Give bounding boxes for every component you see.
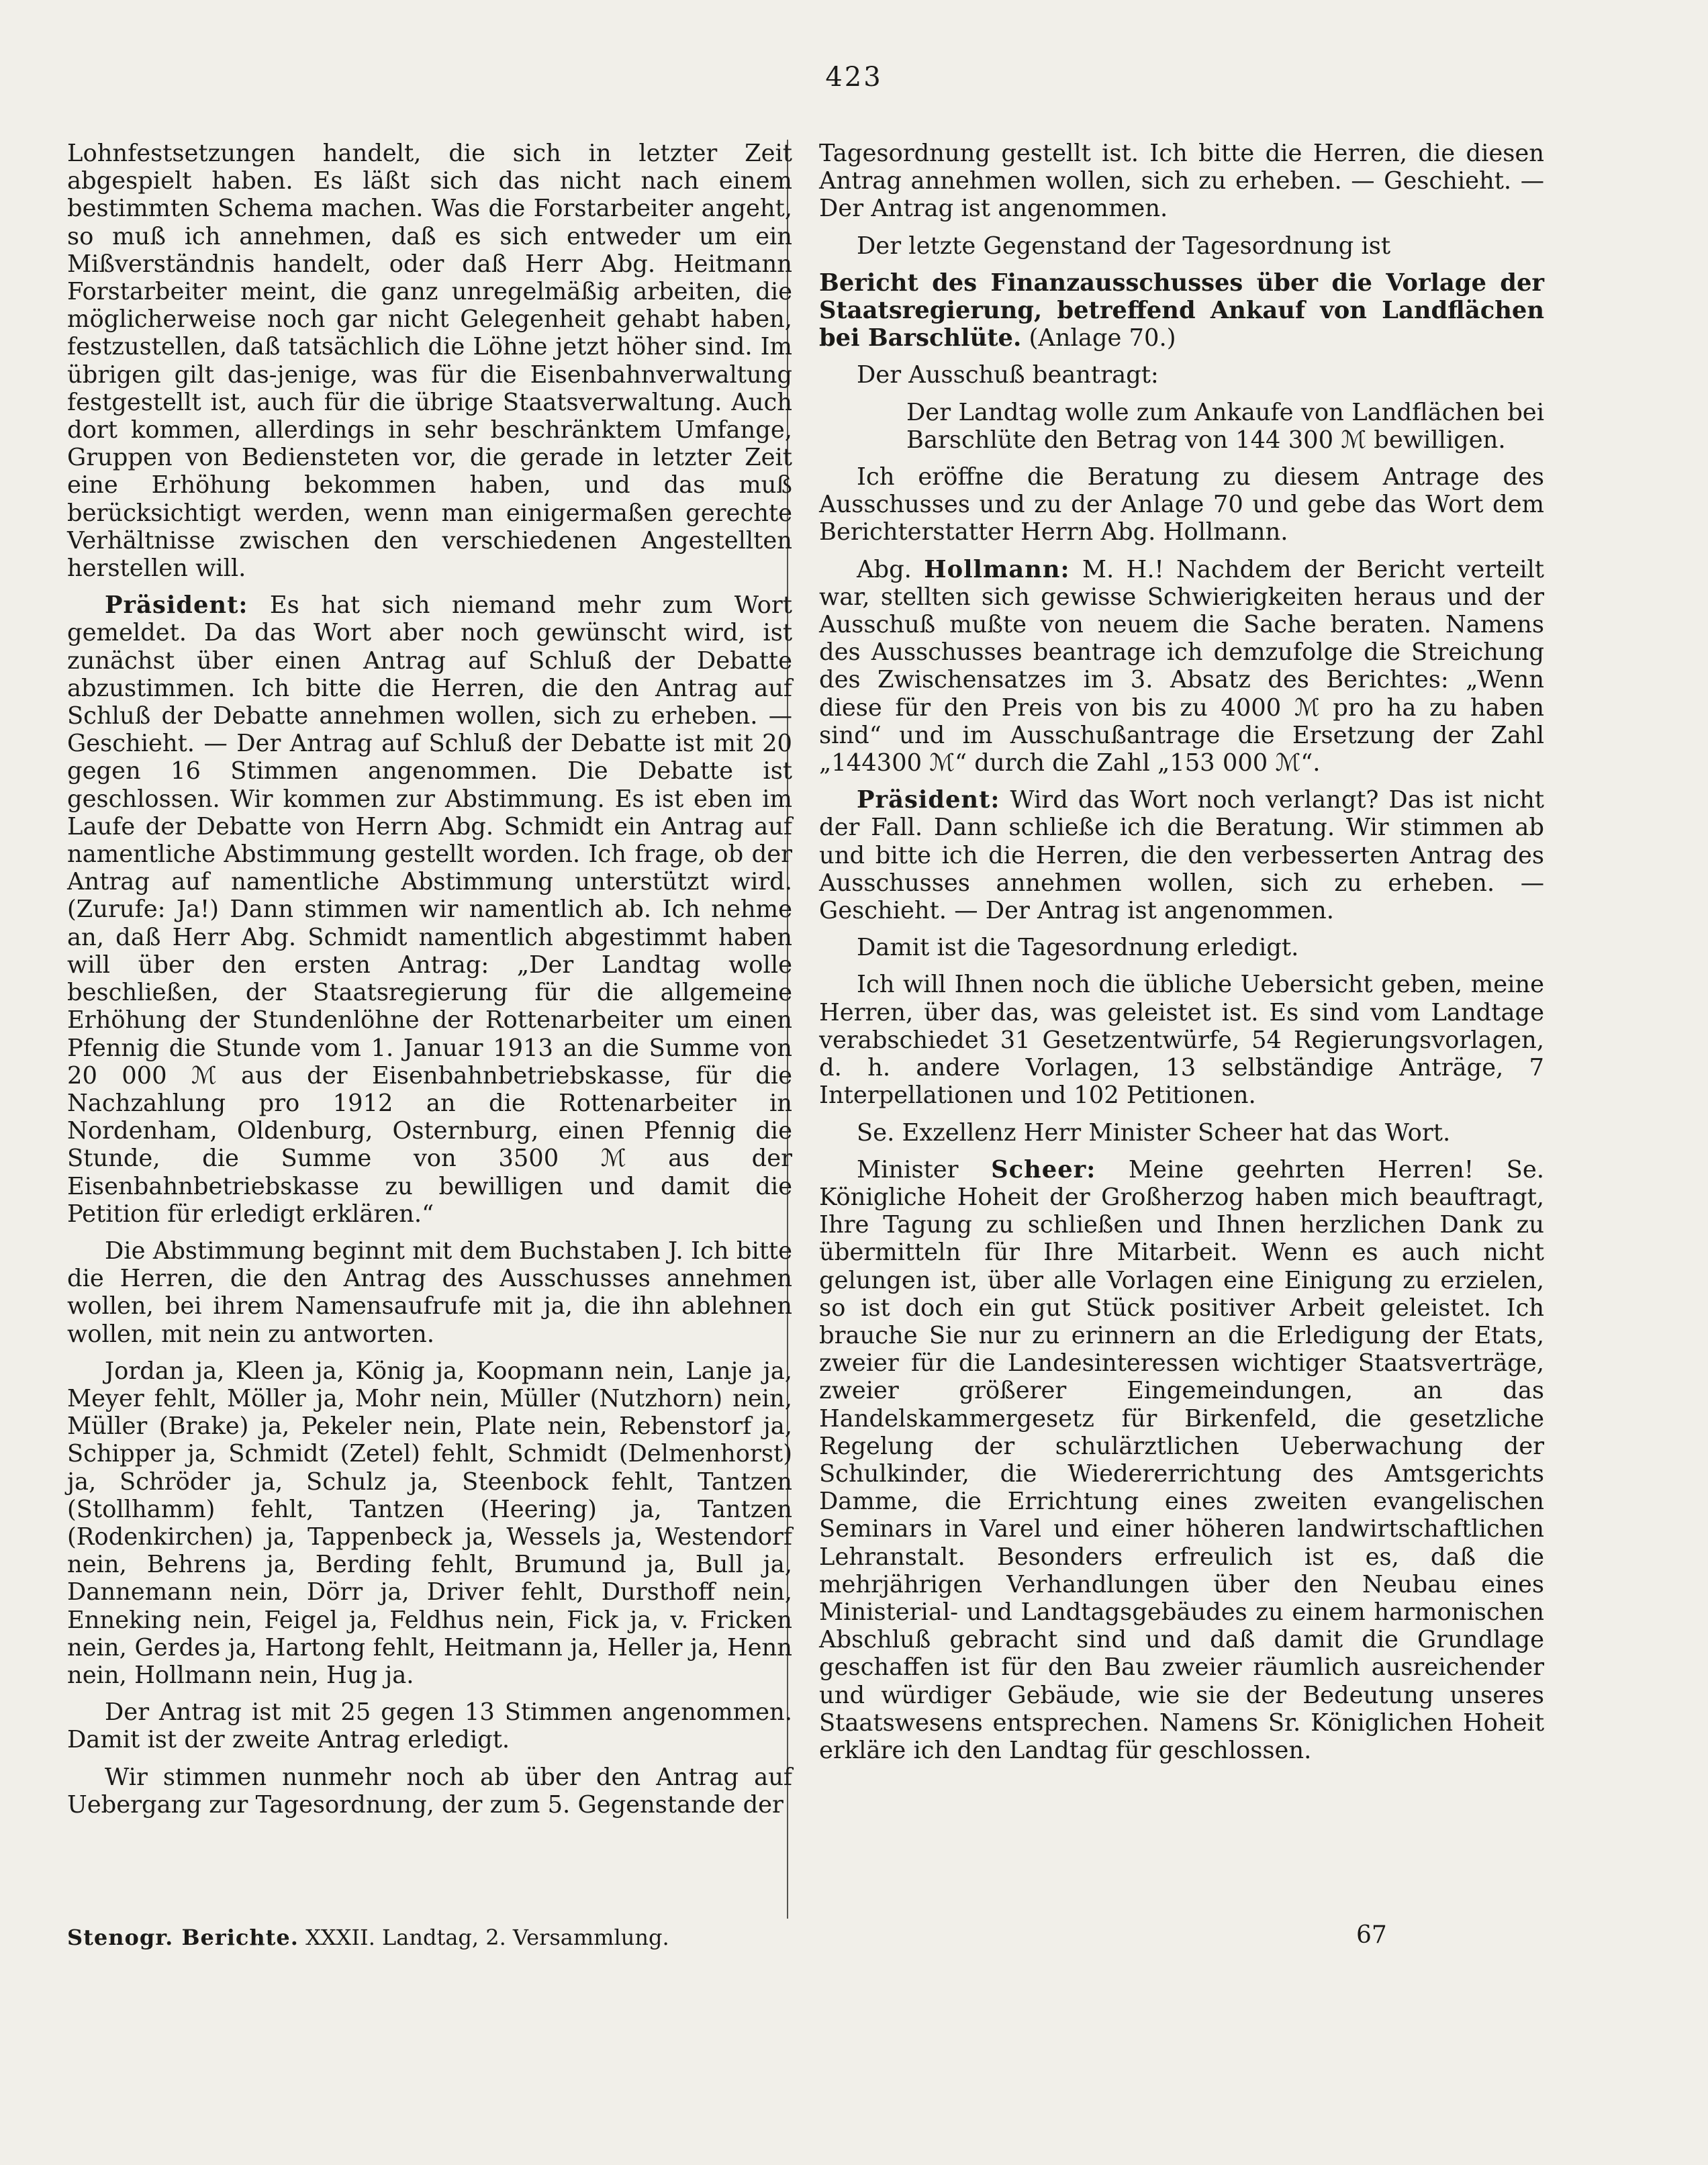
- footer-session: XXXII. Landtag, 2. Versammlung.: [305, 1925, 669, 1950]
- speaker-name: Scheer:: [991, 1155, 1096, 1184]
- paragraph: [67, 591, 792, 1228]
- motion-text: Der Landtag wolle zum Ankaufe von Landflächen bei Barschlüte den Betrag von 144 300 ℳ bewilligen.: [906, 398, 1544, 454]
- paragraph: [819, 1156, 1544, 1764]
- speaker-title: Abg.: [857, 555, 912, 583]
- paragraph: Tagesordnung gestellt ist. Ich bitte die Herren, die diesen Antrag annehmen wollen, sich zu erheben. — Geschieht. — Der Antrag ist angenommen.: [819, 140, 1544, 223]
- paragraph: Die Abstimmung beginnt mit dem Buchstaben J. Ich bitte die Herren, die den Antrag des Ausschusses annehmen wollen, bei ihrem Namensaufrufe mit ja, die ihn ablehnen wollen, mit nein zu antworten.: [67, 1237, 792, 1348]
- paragraph: [819, 556, 1544, 777]
- page-number: 423: [825, 62, 883, 93]
- paragraph: [819, 786, 1544, 924]
- paragraph: Ich eröffne die Beratung zu diesem Antrage des Ausschusses und zu der Anlage 70 und gebe das Wort dem Berichterstatter Herrn Abg. Hollmann.: [819, 463, 1544, 546]
- speaker-name: Präsident:: [105, 591, 248, 620]
- paragraph: Ich will Ihnen noch die übliche Uebersicht geben, meine Herren, über das, was geleistet ist. Es sind vom Landtage verabschiedet 31 Gesetzentwürfe, 54 Regierungsvorlagen, d. h. andere Vorlagen, 13 selbständige Anträge, 7 Interpellationen und 102 Petitionen.: [819, 971, 1544, 1110]
- left-column: [67, 140, 792, 1828]
- paragraph-text: Wird das Wort noch verlangt? Das ist nicht der Fall. Dann schließe ich die Beratung. Wir stimmen ab und bitte ich die Herren, die den verbesserten Antrag des Ausschusses annehmen wollen, sich zu erheben. — Geschieht. — Der Antrag ist angenommen.: [819, 786, 1544, 925]
- speaker-name: Hollmann:: [924, 555, 1070, 583]
- paragraph: Wir stimmen nunmehr noch ab über den Antrag auf Uebergang zur Tagesordnung, der zum 5. Gegenstande der: [67, 1763, 792, 1819]
- footer-source: [67, 1925, 669, 1950]
- agenda-heading: Bericht des Finanzausschusses über die Vorlage der Staatsregierung, betreffend Ankauf von Landflächen bei Barschlüte.: [819, 269, 1544, 352]
- paragraph: Der Antrag ist mit 25 gegen 13 Stimmen angenommen. Damit ist der zweite Antrag erledigt.: [67, 1698, 792, 1754]
- paragraph: Damit ist die Tagesordnung erledigt.: [857, 934, 1299, 962]
- paragraph: Se. Exzellenz Herr Minister Scheer hat das Wort.: [857, 1118, 1451, 1147]
- speaker-title: Minister: [857, 1155, 959, 1184]
- paragraph: Lohnfestsetzungen handelt, die sich in letzter Zeit abgespielt haben. Es läßt sich das nicht nach einem bestimmten Schema machen. Was die Forstarbeiter angeht, so muß ich annehmen, daß es sich entweder um ein Mißverständnis handelt, oder daß Herr Abg. Heitmann Forstarbeiter meint, die ganz unregelmäßig arbeiten, die möglicherweise noch gar nicht Gelegenheit gehabt haben, festzustellen, daß tatsächlich die Löhne jetzt höher sind. Im übrigen gilt das-jenige, was für die Eisenbahnverwaltung festgestellt ist, auch für die übrige Staatsverwaltung. Auch dort kommen, allerdings in sehr beschränktem Umfange, Gruppen von Bediensteten vor, die gerade in letzter Zeit eine Erhöhung bekommen haben, und das muß berücksichtigt werden, wenn man einigermaßen gerechte Verhältnisse zwischen den verschiedenen Angestellten herstellen will.: [67, 140, 792, 583]
- paragraph: Der Ausschuß beantragt:: [857, 361, 1159, 389]
- paragraph: Der letzte Gegenstand der Tagesordnung ist: [857, 232, 1391, 260]
- speaker-name: Präsident:: [857, 786, 1000, 814]
- agenda-item: [819, 269, 1544, 352]
- vote-list: Jordan ja, Kleen ja, König ja, Koopmann nein, Lanje ja, Meyer fehlt, Möller ja, Mohr nein, Müller (Nutzhorn) nein, Müller (Brake) ja, Pekeler nein, Plate nein, Rebenstorf ja, Schipper ja, Schmidt (Zetel) fehlt, Schmidt (Delmenhorst) ja, Schröder ja, Schulz ja, Steenbock fehlt, Tantzen (Stollhamm) fehlt, Tantzen (Heering) ja, Tantzen (Rodenkirchen) ja, Tappenbeck ja, Wessels ja, Westendorf nein, Behrens ja, Berding fehlt, Brumund ja, Bull ja, Dannemann nein, Dörr ja, Driver fehlt, Dursthoff nein, Enneking nein, Feigel ja, Feldhus nein, Fick ja, v. Fricken nein, Gerdes ja, Hartong fehlt, Heitmann ja, Heller ja, Henn nein, Hollmann nein, Hug ja.: [67, 1357, 792, 1689]
- paragraph-text: Es hat sich niemand mehr zum Wort gemeldet. Da das Wort aber noch gewünscht wird, ist zunächst über einen Antrag auf Schluß der Debatte abzustimmen. Ich bitte die Herren, die den Antrag auf Schluß der Debatte annehmen wollen, sich zu erheben. — Geschieht. — Der Antrag auf Schluß der Debatte ist mit 20 gegen 16 Stimmen angenommen. Die Debatte ist geschlossen. Wir kommen zur Abstimmung. Es ist eben im Laufe der Debatte von Herrn Abg. Schmidt ein Antrag auf namentliche Abstimmung gestellt worden. Ich frage, ob der Antrag auf namentliche Abstimmung unterstützt wird. (Zurufe: Ja!) Dann stimmen wir namentlich ab. Ich nehme an, daß Herr Abg. Schmidt namentlich abgestimmt haben will über den ersten Antrag: „Der Landtag wolle beschließen, der Staatsregierung für die allgemeine Erhöhung der Stundenlöhne der Rottenarbeiter um einen Pfennig die Stunde vom 1. Januar 1913 an die Summe von 20 000 ℳ aus der Eisenbahnbetriebskasse, für die Nachzahlung pro 1912 an die Rottenarbeiter in Nordenham, Oldenburg, Osternburg, einen Pfennig die Stunde, die Summe von 3500 ℳ aus der Eisenbahnbetriebskasse zu bewilligen und damit die Petition für erledigt erklären.“: [67, 591, 792, 1228]
- sheet-number: 67: [1356, 1921, 1387, 1949]
- paragraph-text: M. H.! Nachdem der Bericht verteilt war, stellten sich gewisse Schwierigkeiten heraus und der Ausschuß mußte von neuem die Sache beraten. Namens des Ausschusses beantrage ich demzufolge die Streichung des Zwischensatzes im 3. Absatz des Berichtes: „Wenn diese für den Preis von bis zu 4000 ℳ pro ha zu haben sind“ und im Ausschußantrage die Ersetzung der Zahl „144300 ℳ“ durch die Zahl „153 000 ℳ“.: [819, 555, 1544, 777]
- footer-publication: Stenogr. Berichte.: [67, 1925, 299, 1950]
- right-column: [819, 140, 1544, 1774]
- agenda-annex: (Anlage 70.): [1029, 324, 1176, 352]
- paragraph-text: Meine geehrten Herren! Se. Königliche Hoheit der Großherzog haben mich beauftragt, Ihre Tagung zu schließen und Ihnen herzlichen Dank zu übermitteln für Ihre Mitarbeit. Wenn es auch nicht gelungen ist, über alle Vorlagen eine Einigung zu erzielen, so ist doch ein gut Stück positiver Arbeit geleistet. Ich brauche Sie nur zu erinnern an die Erledigung der Etats, zweier für die Landesinteressen wichtiger Staatsverträge, zweier größerer Eingemeindungen, an das Handelskammergesetz für Birkenfeld, die gesetzliche Regelung der schulärztlichen Ueberwachung der Schulkinder, die Wiedererrichtung des Amtsgerichts Damme, die Errichtung eines zweiten evangelischen Seminars in Varel und einer höheren landwirtschaftlichen Lehranstalt. Besonders erfreulich ist es, daß die mehrjährigen Verhandlungen über den Neubau eines Ministerial- und Landtagsgebäudes zu einem harmonischen Abschluß gebracht sind und daß damit die Grundlage geschaffen ist für den Bau zweier räumlich ausreichender und würdiger Gebäude, wie sie der Bedeutung unseres Staatswesens entsprechen. Namens Sr. Königlichen Hoheit erkläre ich den Landtag für geschlossen.: [819, 1155, 1544, 1764]
